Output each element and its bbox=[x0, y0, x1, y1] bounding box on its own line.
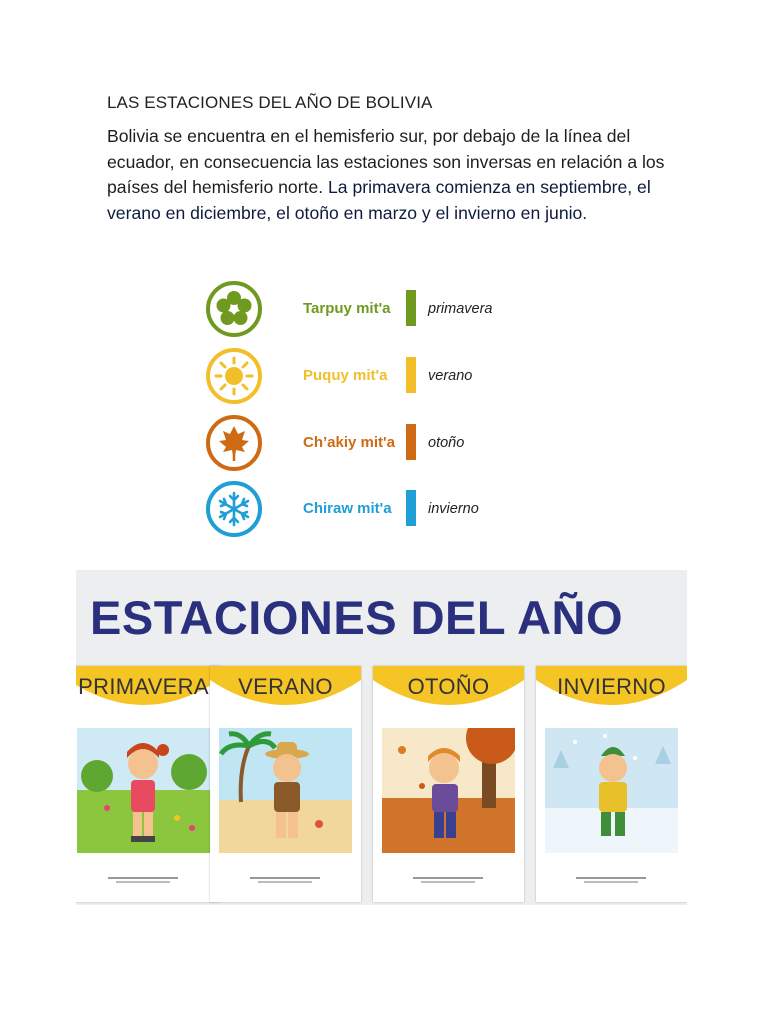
season-card-primavera bbox=[76, 666, 219, 902]
winter-boy-illustration bbox=[545, 728, 678, 853]
leaf-icon bbox=[205, 414, 263, 472]
card-banner bbox=[536, 666, 687, 714]
card-label: OTOÑO bbox=[407, 674, 490, 699]
card-footer-credit bbox=[403, 872, 493, 882]
card-label: VERANO bbox=[238, 674, 333, 699]
season-color-bar bbox=[406, 424, 416, 460]
season-quechua-name: Chiraw mit'a bbox=[303, 500, 392, 517]
poster-title: ESTACIONES DEL AÑO bbox=[90, 591, 624, 644]
season-color-bar bbox=[406, 490, 416, 526]
card-label: INVIERNO bbox=[557, 674, 666, 699]
season-card-otono bbox=[373, 666, 524, 902]
season-spanish-name: primavera bbox=[428, 301, 493, 317]
card-banner bbox=[210, 666, 361, 714]
season-row-invierno bbox=[195, 478, 545, 540]
card-footer-credit bbox=[240, 872, 330, 882]
card-footer-credit bbox=[566, 872, 656, 882]
season-row-otono bbox=[195, 412, 545, 474]
flower-icon bbox=[205, 280, 263, 338]
autumn-boy-illustration bbox=[382, 728, 515, 853]
season-card-invierno bbox=[536, 666, 687, 902]
card-label: PRIMAVERA bbox=[78, 674, 209, 699]
card-footer-credit bbox=[98, 872, 188, 882]
season-color-bar bbox=[406, 357, 416, 393]
season-row-verano bbox=[195, 345, 545, 407]
intro-paragraph bbox=[107, 124, 667, 226]
snowflake-icon bbox=[205, 480, 263, 538]
quechua-seasons-image bbox=[195, 278, 545, 540]
season-quechua-name: Ch’akiy mit'a bbox=[303, 434, 395, 451]
seasons-poster-image bbox=[76, 570, 687, 905]
season-color-bar bbox=[406, 290, 416, 326]
card-banner bbox=[76, 666, 219, 714]
season-quechua-name: Tarpuy mit'a bbox=[303, 300, 391, 317]
season-quechua-name: Puquy mit'a bbox=[303, 367, 388, 384]
paragraph-part-2: La primavera comienza en septiembre, el verano en diciembre, el otoño en marzo y el invierno en junio. bbox=[107, 177, 651, 223]
sun-icon bbox=[205, 347, 263, 405]
season-spanish-name: otoño bbox=[428, 435, 465, 451]
season-spanish-name: invierno bbox=[428, 501, 479, 517]
spring-girl-illustration bbox=[77, 728, 210, 853]
season-row-primavera bbox=[195, 278, 545, 340]
season-card-verano bbox=[210, 666, 361, 902]
paragraph-part-1: Bolivia se encuentra en el hemisferio sur, por debajo de la línea del ecuador, en consecuencia las estaciones son inversas en relación a los países del hemisferio norte. bbox=[107, 126, 665, 198]
card-banner bbox=[373, 666, 524, 714]
summer-boy-illustration bbox=[219, 728, 352, 853]
season-spanish-name: verano bbox=[428, 368, 473, 384]
page-heading: LAS ESTACIONES DEL AÑO DE BOLIVIA bbox=[107, 93, 433, 112]
